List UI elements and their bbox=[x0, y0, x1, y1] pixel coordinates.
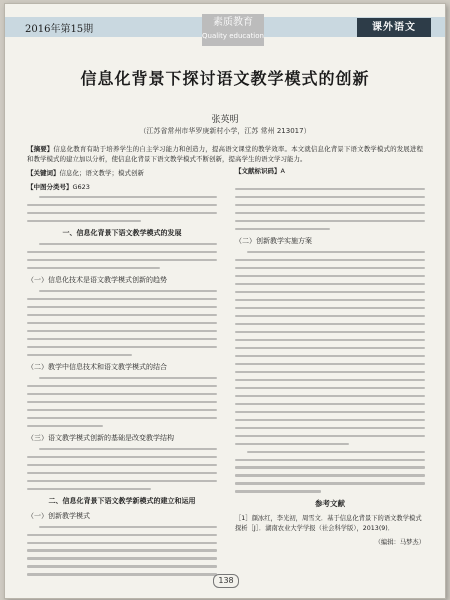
page-number: 138 bbox=[213, 574, 239, 588]
article-title: 信息化背景下探讨语文教学模式的创新 bbox=[80, 69, 370, 88]
section-heading-2: 二、信息化背景下语文教学新模式的建立和运用 bbox=[48, 496, 196, 505]
section-tag-cn: 素质教育 bbox=[213, 17, 253, 28]
section-heading-1: 一、信息化背景下语文教学模式的发展 bbox=[62, 228, 182, 237]
abstract-label: 【摘要】 bbox=[27, 145, 54, 153]
clc-number bbox=[27, 182, 90, 191]
editor-note: （编辑：马梦杰） bbox=[374, 539, 425, 547]
section-tag bbox=[202, 14, 264, 46]
body-paragraph bbox=[235, 188, 425, 230]
clc-value: G623 bbox=[72, 183, 90, 191]
section-tag-en: Quality education bbox=[202, 32, 264, 40]
right-column bbox=[235, 180, 425, 546]
subsection-heading-2: （二）教学中信息技术和语文教学模式的结合 bbox=[27, 362, 167, 371]
journal-page bbox=[4, 3, 446, 599]
abstract bbox=[27, 144, 423, 164]
subsection-heading-3: （三）语文教学模式创新的基础是改变教学结构 bbox=[27, 433, 174, 442]
subsection-heading-4: （一）创新教学模式 bbox=[27, 511, 90, 520]
body-paragraph bbox=[27, 290, 217, 356]
conclusion-paragraph bbox=[235, 451, 425, 493]
body-paragraph bbox=[27, 377, 217, 427]
author-affiliation: （江苏省常州市华罗庚新村小学，江苏 常州 213017） bbox=[139, 127, 311, 135]
journal-masthead: 课外语文 bbox=[357, 18, 431, 37]
docid-value: A bbox=[280, 167, 285, 175]
document-code bbox=[235, 166, 285, 175]
keywords bbox=[27, 168, 423, 177]
clc-label: 【中图分类号】 bbox=[27, 183, 73, 191]
keywords-label: 【关键词】 bbox=[27, 169, 60, 177]
body-paragraph bbox=[27, 526, 217, 576]
body-paragraph bbox=[27, 243, 217, 269]
issue-number: 2016年第15期 bbox=[25, 24, 94, 35]
references-heading: 参考文献 bbox=[315, 499, 345, 509]
subsection-heading-5: （二）创新教学实施方案 bbox=[235, 236, 312, 245]
docid-label: 【文献标识码】 bbox=[235, 167, 281, 175]
reference-item: ［1］颜冰红，李光初，周雪文．基于信息化背景下的语文教学模式探析［J］．湖南农业大学学报（社会科学版），2013(9)． bbox=[235, 515, 422, 532]
abstract-text: 信息化教育有助于培养学生的自主学习能力和创造力，提高语文课堂的教学效率。本文就信息化背景下语文教学模式的发展进程和教学模式的建立加以分析，使信息化背景下语文教学模式不断创新，提高学生的语文学习能力。 bbox=[27, 145, 424, 163]
keywords-text: 信息化；语文教学；模式创新 bbox=[59, 169, 144, 177]
intro-paragraph bbox=[27, 196, 217, 222]
left-column bbox=[27, 196, 217, 581]
body-paragraph bbox=[235, 251, 425, 445]
body-paragraph bbox=[27, 448, 217, 490]
subsection-heading-1: （一）信息化技术是语文教学模式创新的趋势 bbox=[27, 275, 167, 284]
article-author: 张英明 bbox=[211, 115, 239, 125]
